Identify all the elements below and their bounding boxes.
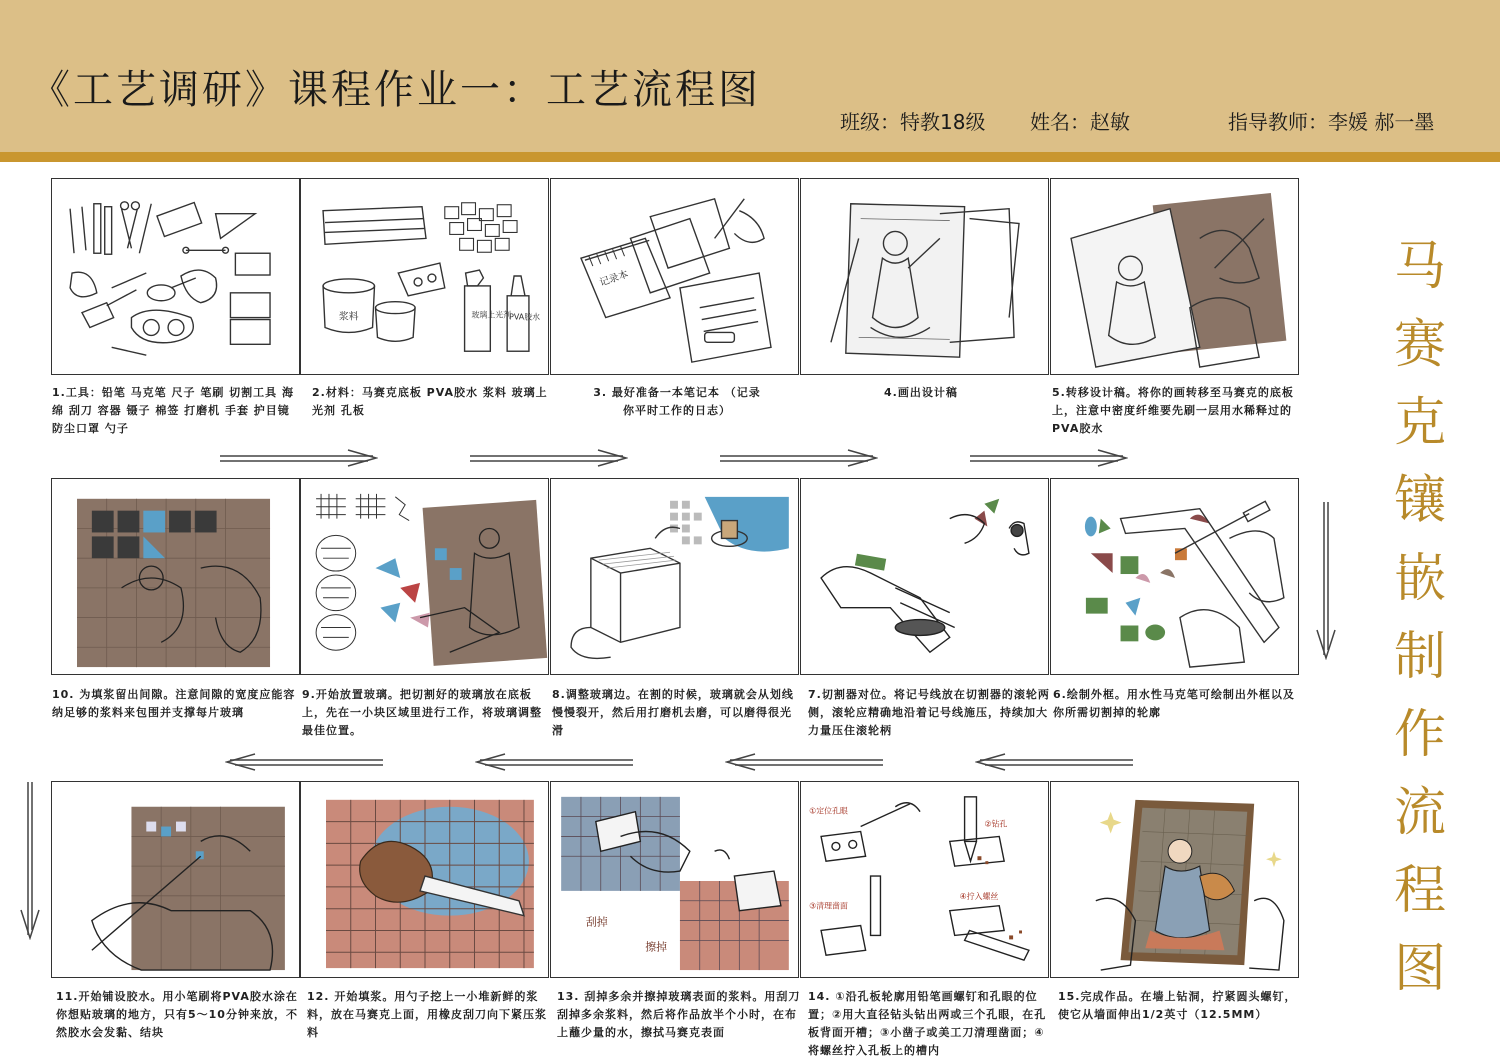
step-1-caption: 1.工具：铅笔 马克笔 尺子 笔刷 切割工具 海绵 刮刀 容器 镊子 棉签 打磨机 手套 护目镜 防尘口罩 勺子: [52, 386, 294, 435]
step-6-panel: [1050, 478, 1299, 675]
step-13-caption: 13. 刮掉多余并擦掉玻璃表面的浆料。用刮刀刮掉多余浆料，然后将作品放半个小时，在布上蘸少量的水，擦拭马赛克表面: [557, 990, 801, 1039]
step-6-caption: 6.绘制外框。用水性马克笔可绘制出外框以及你所需切割掉的轮廓: [1053, 688, 1295, 719]
step-14-panel: [800, 781, 1049, 978]
side-title-char: 赛: [1393, 315, 1446, 375]
page-title: 《工艺调研》课程作业一：工艺流程图: [30, 67, 761, 113]
step-5-caption: 5.转移设计稿。将你的画转移至马赛克的底板上，注意中密度纤维要先刷一层用水稀释过的PVA胶水: [1052, 386, 1294, 435]
transfer-design-illustration: [1051, 179, 1298, 374]
step-5-panel: [1050, 178, 1299, 375]
screw-label: ④拧入螺丝: [959, 891, 999, 901]
glue-label: PVA胶水: [509, 312, 541, 322]
step-11-panel: [51, 781, 300, 978]
side-title-char: 马: [1393, 237, 1446, 297]
step-8-panel: [550, 478, 799, 675]
glue-illustration: [52, 782, 299, 977]
step-15-panel: [1050, 781, 1299, 978]
scrape-label: 刮掉: [585, 915, 608, 929]
arrow-left-icon: [475, 752, 635, 772]
step-13-panel: [550, 781, 799, 978]
class-info: 班级：特教18级: [840, 110, 986, 134]
design-sketch-illustration: [801, 179, 1048, 374]
arrow-down-icon: [18, 780, 42, 940]
step-3-caption: 3. 最好准备一本笔记本 （记录你平时工作的日志）: [593, 386, 761, 417]
arrow-left-icon: [975, 752, 1135, 772]
step-8-caption: 8.调整玻璃边。在割的时候，玻璃就会从划线慢慢裂开，然后用打磨机去磨，可以磨得很光滑: [552, 688, 794, 737]
finished-work-illustration: [1051, 782, 1298, 977]
notebook-illustration: [551, 179, 798, 374]
step-10-panel: [51, 478, 300, 675]
step-7-caption: 7.切割器对位。将记号线放在切割器的滚轮两侧，滚轮应精确地沿着记号线施压，持续加大力量压住滚轮柄: [808, 688, 1050, 737]
clean-label: ③清理凿面: [809, 901, 848, 911]
step-3-panel: [550, 178, 799, 375]
tools-illustration: [52, 179, 299, 374]
student-name: 姓名：赵敏: [1030, 110, 1130, 134]
hanging-plate-illustration: [801, 782, 1048, 977]
teacher-info: 指导教师：李媛 郝一墨: [1228, 110, 1435, 134]
step-4-panel: [800, 178, 1049, 375]
arrow-right-icon: [468, 448, 628, 468]
materials-illustration: [301, 179, 548, 374]
notebook-label: 记录本: [598, 269, 630, 289]
step-10-caption: 10. 为填浆留出间隙。注意间隙的宽度应能容纳足够的浆料来包围并支撑每片玻璃: [52, 688, 296, 719]
arrow-right-icon: [968, 448, 1128, 468]
arrow-left-icon: [725, 752, 885, 772]
arrow-right-icon: [718, 448, 878, 468]
grinder-illustration: [551, 479, 798, 674]
wipe-label: 擦掉: [645, 940, 668, 954]
step-7-panel: [800, 478, 1049, 675]
header-accent-band: [0, 152, 1500, 162]
side-title-char: 嵌: [1393, 549, 1446, 609]
side-title-char: 程: [1393, 861, 1446, 921]
arrow-down-icon: [1314, 500, 1338, 660]
step-2-panel: [300, 178, 549, 375]
mark-label: ①定位孔眼: [809, 806, 848, 816]
side-title: [1385, 228, 1455, 1008]
side-title-char: 克: [1393, 393, 1446, 453]
side-title-char: 流: [1393, 783, 1446, 843]
step-1-panel: [51, 178, 300, 375]
side-title-char: 图: [1393, 939, 1446, 999]
gap-illustration: [52, 479, 299, 674]
glaze-label: 玻璃上光剂: [471, 310, 512, 320]
step-4-caption: 4.画出设计稿: [884, 386, 958, 399]
draw-outline-illustration: [1051, 479, 1298, 674]
drill-label: ②钻孔: [984, 819, 1008, 829]
step-9-panel: [300, 478, 549, 675]
side-title-char: 作: [1393, 705, 1446, 765]
step-15-caption: 15.完成作品。在墙上钻洞，拧紧圆头螺钉，使它从墙面伸出1/2英寸（12.5MM）: [1058, 990, 1297, 1021]
step-11-caption: 11.开始铺设胶水。用小笔刷将PVA胶水涂在你想贴玻璃的地方，只有5～10分钟来放，不然胶水会发黏、结块: [56, 990, 298, 1039]
side-title-char: 制: [1393, 627, 1446, 687]
step-12-caption: 12. 开始填浆。用勺子挖上一小堆新鲜的浆料，放在马赛克上面，用橡皮刮刀向下紧压浆料: [307, 990, 547, 1039]
paste-label: 浆料: [338, 311, 359, 323]
wipe-illustration: [551, 782, 798, 977]
side-title-char: 镶: [1393, 471, 1446, 531]
cutter-align-illustration: [801, 479, 1048, 674]
step-12-panel: [300, 781, 549, 978]
step-2-caption: 2.材料：马赛克底板 PVA胶水 浆料 玻璃上光剂 孔板: [312, 386, 548, 417]
step-9-caption: 9.开始放置玻璃。把切割好的玻璃放在底板上，先在一小块区域里进行工作，将玻璃调整最佳位置。: [302, 688, 542, 737]
arrow-left-icon: [225, 752, 385, 772]
arrow-right-icon: [218, 448, 378, 468]
step-14-caption: 14. ①沿孔板轮廓用铅笔画螺钉和孔眼的位置；②用大直径钻头钻出两或三个孔眼，在孔板背面开槽；③小凿子或美工刀清理凿面；④将螺丝拧入孔板上的槽内: [808, 990, 1047, 1057]
grout-illustration: [301, 782, 548, 977]
place-glass-illustration: [301, 479, 548, 674]
